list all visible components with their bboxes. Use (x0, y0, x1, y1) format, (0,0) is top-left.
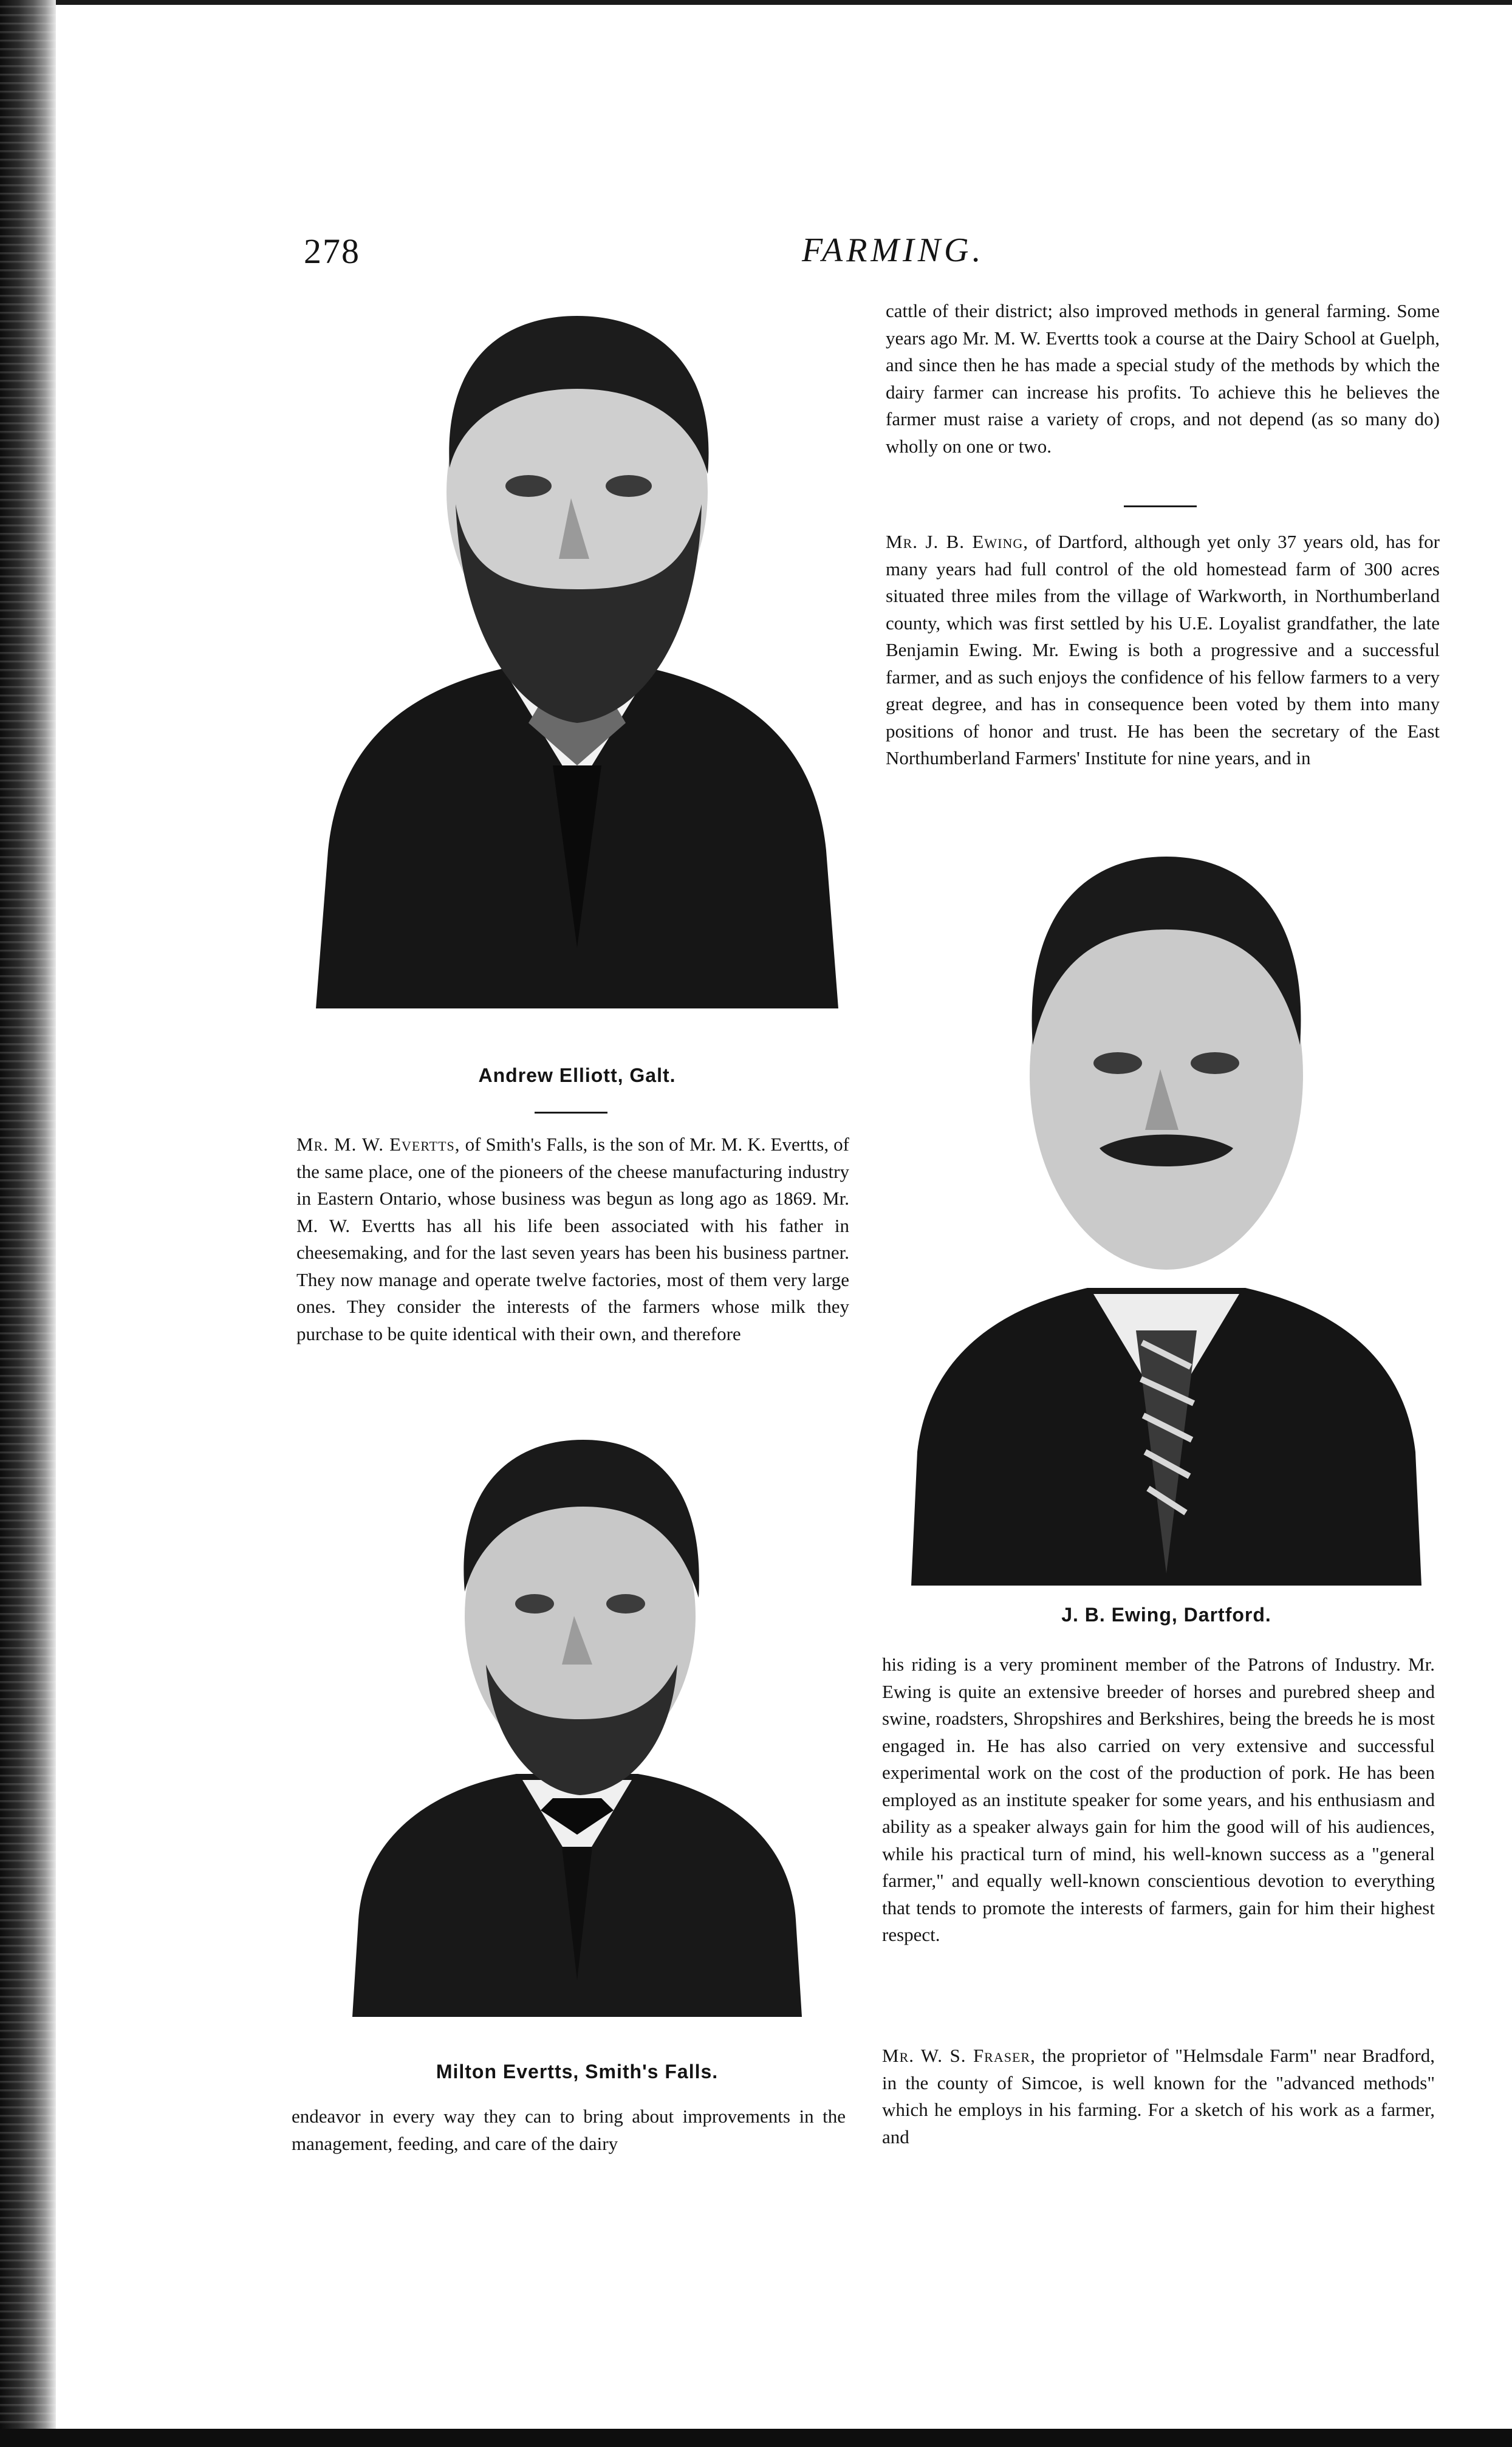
paragraph-continuation: cattle of their district; also improved methods in general farming. Some years ago Mr. M. W. Evertts took a course at the Dairy School at Guelph, and since then he has made a special study of the methods by which the dairy farmer can increase his profits. To achieve this he believes the farmer must raise a variety of crops, and not depend (as so many do) wholly on one or two. (886, 300, 1440, 457)
portrait-milton-evertts (340, 1434, 814, 2035)
paragraph-body: of Dartford, although yet only 37 years old, has for many years had full control of the old homestead farm of 300 acres situated three miles from the village of Warkworth, in Northumberland county, which was first settled by his U.E. Loyalist grandfather, the late Benjamin Ewing. Mr. Ewing is both a progressive and a successful farmer, and as such enjoys the confidence of his fellow farmers to a very great degree, and has in consequence been voted by them into many positions of honor and trust. He has been the secretary of the East Northumberland Farmers' Institute for nine years, and in (886, 531, 1440, 768)
page-header (304, 231, 1434, 279)
portrait-jb-ewing (899, 844, 1434, 1598)
page-number: 278 (304, 231, 360, 271)
section-rule (535, 1112, 607, 1114)
paragraph-body: the proprietor of "Helmsdale Farm" near Bradford, in the county of Simcoe, is well known for the "advanced methods" which he employs in his farming. For a sketch of his work as a farmer, and (882, 2045, 1435, 2148)
bottom-scan-edge (0, 2429, 1512, 2447)
paragraph-lead: Mr. M. W. Evertts, (296, 1134, 460, 1155)
section-rule (1124, 505, 1197, 507)
paragraph-body: of Smith's Falls, is the son of Mr. M. K. Evertts, of the same place, one of the pioneers of the cheese manufacturing industry in Eastern Ontario, whose business was begun as long ago as 1869. Mr. M. W. Evertts has all his life been associated with his father in cheesemaking, and for the last seven years has been his business partner. They now manage and operate twelve factories, most of them very large ones. They consider the interests of the farmers whose milk they purchase to be quite identical with their own, and therefore (296, 1134, 849, 1344)
caption-milton-evertts: Milton Evertts, Smith's Falls. (436, 2061, 719, 2083)
caption-jb-ewing: J. B. Ewing, Dartford. (1061, 1604, 1271, 1626)
paragraph-ewing (886, 529, 1440, 772)
top-scan-edge (56, 0, 1512, 5)
paragraph-lead: Mr. W. S. Fraser, (882, 2045, 1036, 2066)
portrait-andrew-elliott (304, 304, 850, 1051)
paragraph-evertts (296, 1131, 849, 1347)
running-head: FARMING. (802, 231, 985, 269)
binding-texture (0, 0, 56, 2447)
caption-andrew-elliott: Andrew Elliott, Galt. (478, 1064, 676, 1086)
paragraph-fraser (882, 2042, 1435, 2151)
paragraph-ewing-continued: his riding is a very prominent member of the Patrons of Industry. Mr. Ewing is quite an extensive breeder of horses and purebred sheep and swine, roadsters, Shropshires and Berkshires, being the breeds he is most engaged in. He has also carried on very extensive and successful experimental work on the cost of the production of pork. He has been employed as an institute speaker for some years, and his enthusiasm and ability as a speaker always gain for him the good will of his audiences, while his practical turn of mind, his well-known success as a "general farmer," and equally well-known conscientious devotion to everything that tends to promote the interests of farmers, gain for him their highest respect. (882, 1654, 1435, 1945)
paragraph-lead: Mr. J. B. Ewing, (886, 531, 1028, 552)
paragraph-evertts-continued: endeavor in every way they can to bring about improvements in the management, feeding, and care of the dairy (292, 2106, 846, 2154)
